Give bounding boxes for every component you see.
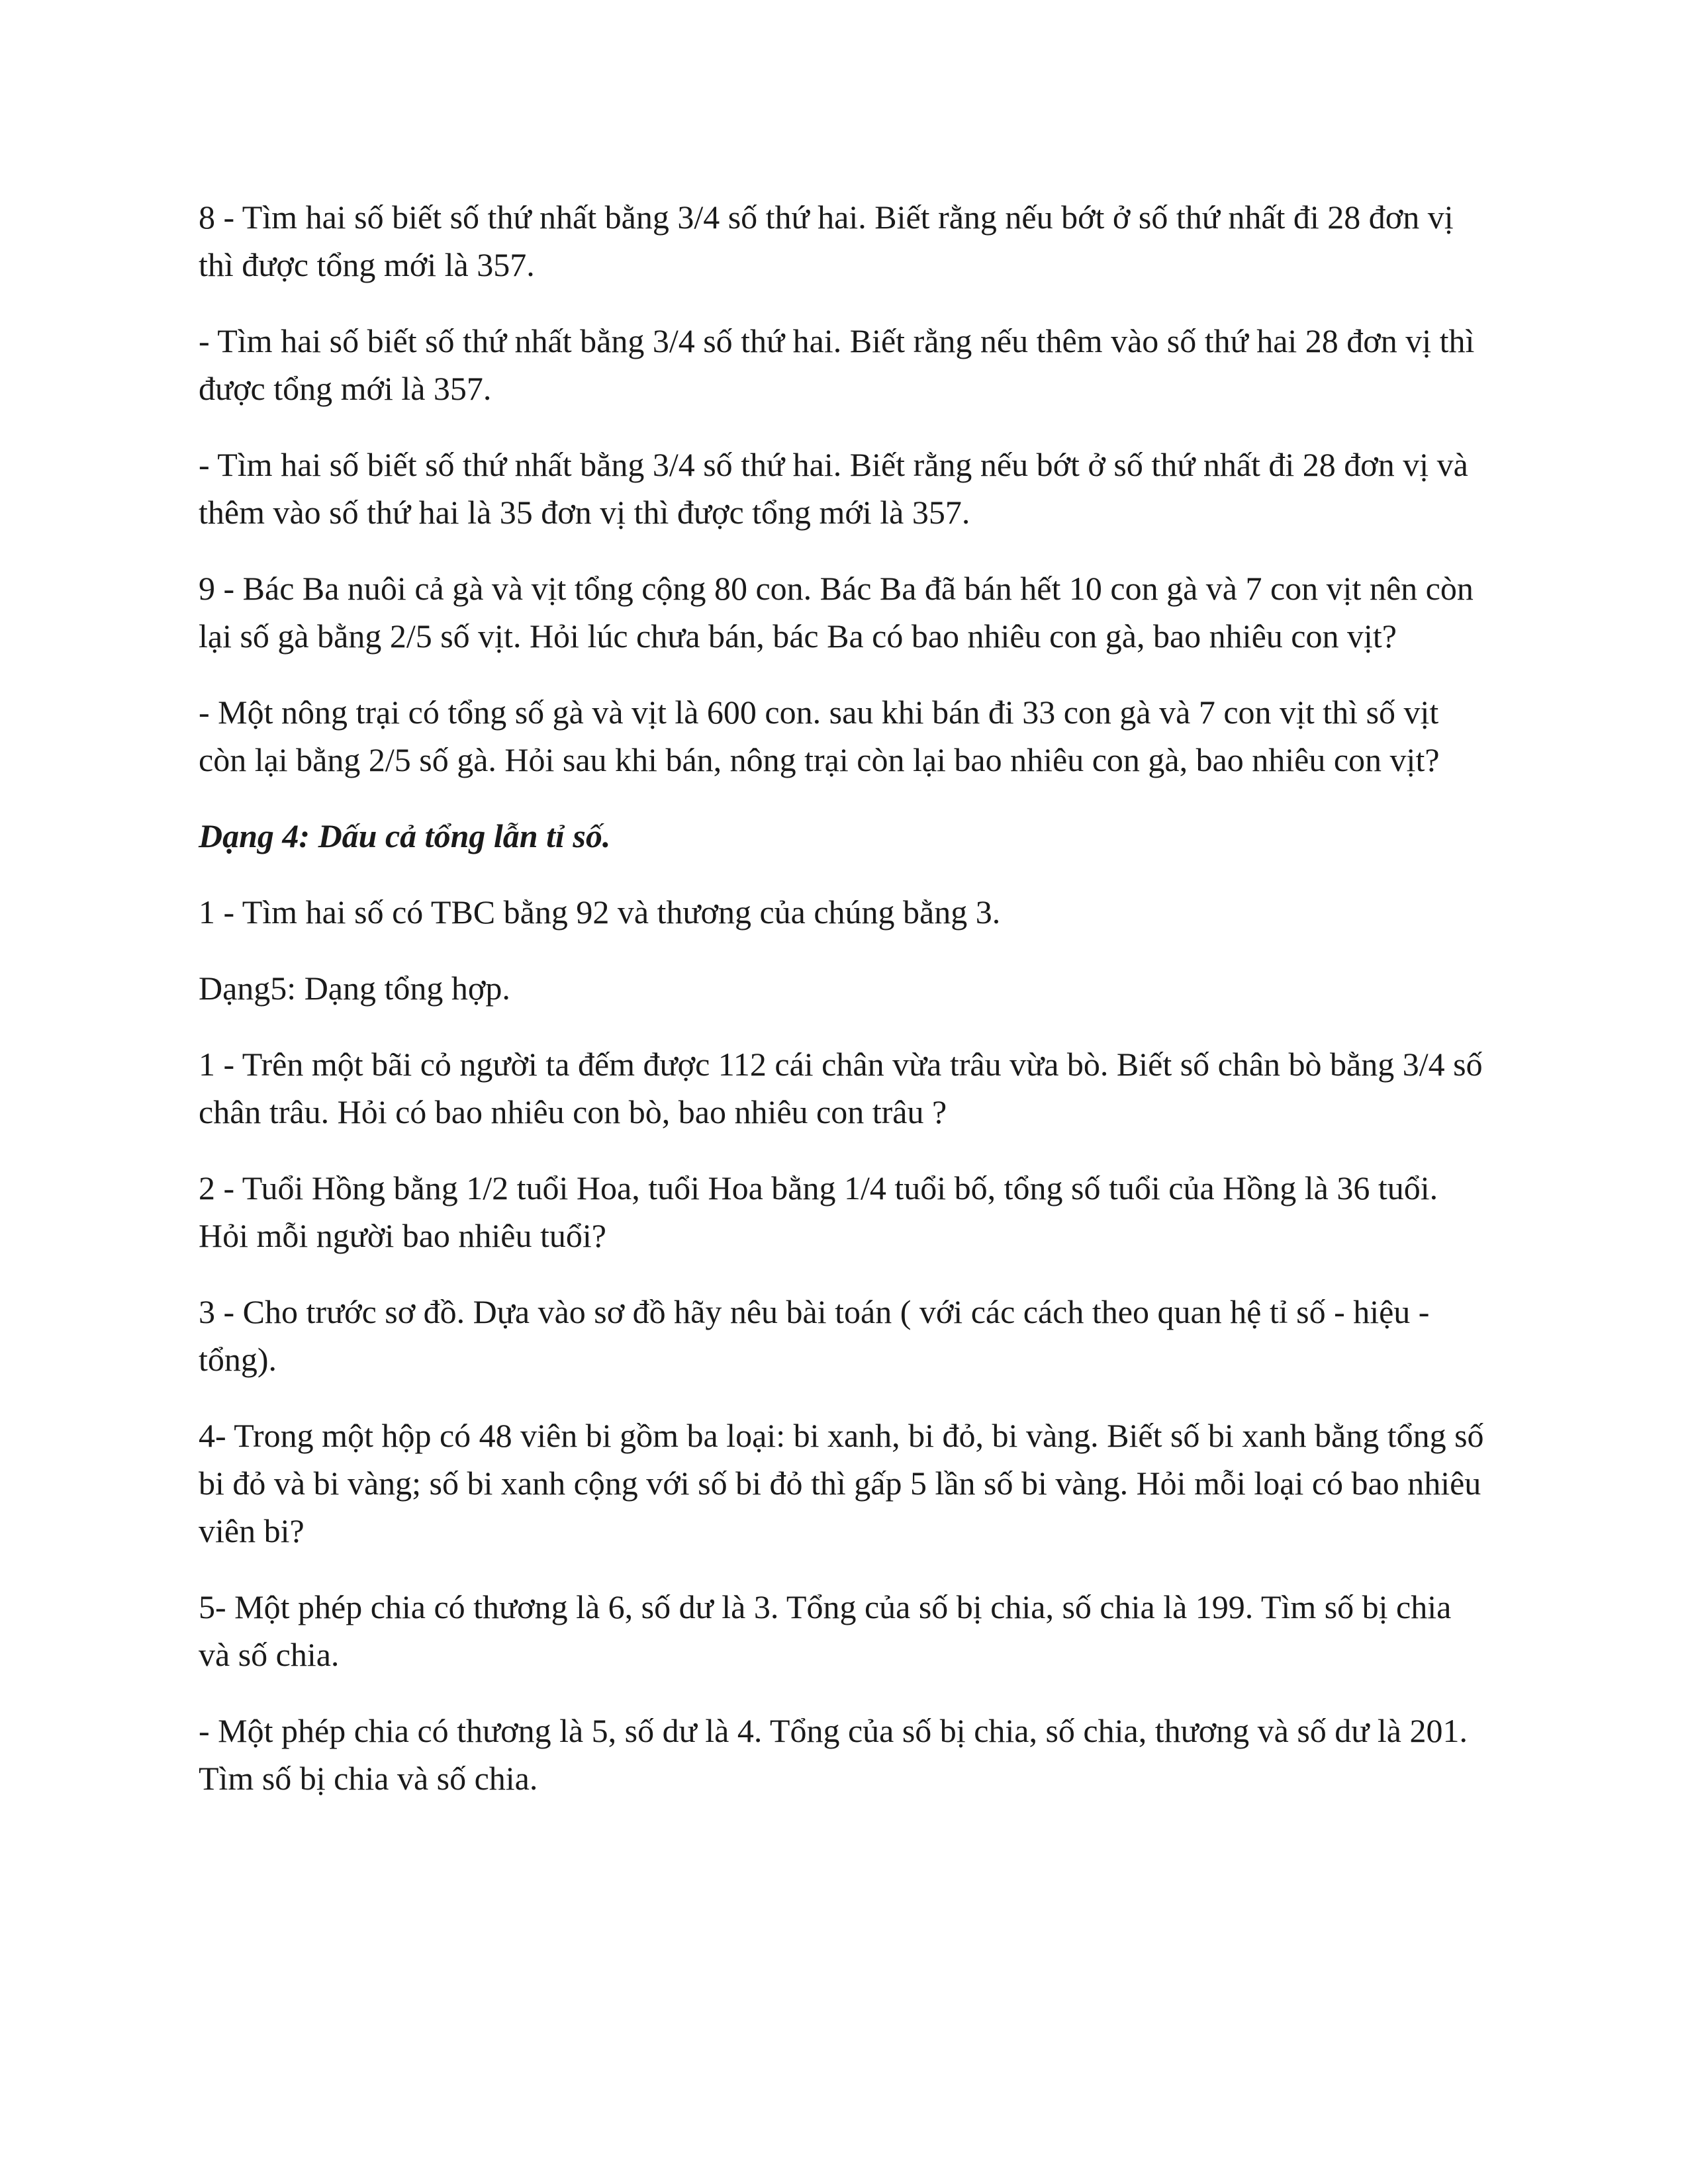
paragraph-problem-9-variant: - Một nông trại có tổng số gà và vịt là 600 con. sau khi bán đi 33 con gà và 7 con vịt thì số vịt còn lại bằng 2/5 số gà. Hỏi sau khi bán, nông trại còn lại bao nhiêu con gà, bao nhiêu con vịt? [199, 694, 1440, 778]
paragraph-problem-8-variant-b: - Tìm hai số biết số thứ nhất bằng 3/4 số thứ hai. Biết rằng nếu bớt ở số thứ nhất đi 28 đơn vị và thêm vào số thứ hai là 35 đơn vị thì được tổng mới là 357. [199, 446, 1468, 531]
section-heading-dang-4: Dạng 4: Dấu cả tổng lẫn tỉ số. [199, 817, 611, 854]
paragraph-dang-5-problem-1: 1 - Trên một bãi cỏ người ta đếm được 112 cái chân vừa trâu vừa bò. Biết số chân bò bằng 3/4 số chân trâu. Hỏi có bao nhiêu con bò, bao nhiêu con trâu ? [199, 1046, 1483, 1130]
paragraph-dang-5-problem-5: 5- Một phép chia có thương là 6, số dư là 3. Tổng của số bị chia, số chia là 199. Tìm số bị chia và số chia. [199, 1588, 1452, 1673]
paragraph-problem-9: 9 - Bác Ba nuôi cả gà và vịt tổng cộng 80 con. Bác Ba đã bán hết 10 con gà và 7 con vịt nên còn lại số gà bằng 2/5 số vịt. Hỏi lúc chưa bán, bác Ba có bao nhiêu con gà, bao nhiêu con vịt? [199, 570, 1474, 655]
paragraph-problem-8: 8 - Tìm hai số biết số thứ nhất bằng 3/4 số thứ hai. Biết rằng nếu bớt ở số thứ nhất đi 28 đơn vị thì được tổng mới là 357. [199, 199, 1454, 283]
paragraph-dang-4-problem-1: 1 - Tìm hai số có TBC bằng 92 và thương của chúng bằng 3. [199, 893, 1001, 931]
paragraph-problem-8-variant-a: - Tìm hai số biết số thứ nhất bằng 3/4 số thứ hai. Biết rằng nếu thêm vào số thứ hai 28 đơn vị thì được tổng mới là 357. [199, 322, 1475, 407]
section-heading-dang-5: Dạng5: Dạng tổng hợp. [199, 970, 510, 1007]
paragraph-dang-5-problem-3: 3 - Cho trước sơ đồ. Dựa vào sơ đồ hãy nêu bài toán ( với các cách theo quan hệ tỉ số - hiệu - tổng). [199, 1293, 1430, 1378]
paragraph-dang-5-problem-4: 4- Trong một hộp có 48 viên bi gồm ba loại: bi xanh, bi đỏ, bi vàng. Biết số bi xanh bằng tổng số bi đỏ và bi vàng; số bi xanh cộng với số bi đỏ thì gấp 5 lần số bi vàng. Hỏi mỗi loại có bao nhiêu viên bi? [199, 1417, 1484, 1549]
paragraph-dang-5-problem-2: 2 - Tuổi Hồng bằng 1/2 tuổi Hoa, tuổi Hoa bằng 1/4 tuổi bố, tổng số tuổi của Hồng là 36 tuổi. Hỏi mỗi người bao nhiêu tuổi? [199, 1169, 1438, 1254]
document-body [199, 193, 1489, 1831]
paragraph-dang-5-problem-5-variant: - Một phép chia có thương là 5, số dư là 4. Tổng của số bị chia, số chia, thương và số dư là 201. Tìm số bị chia và số chia. [199, 1712, 1468, 1797]
